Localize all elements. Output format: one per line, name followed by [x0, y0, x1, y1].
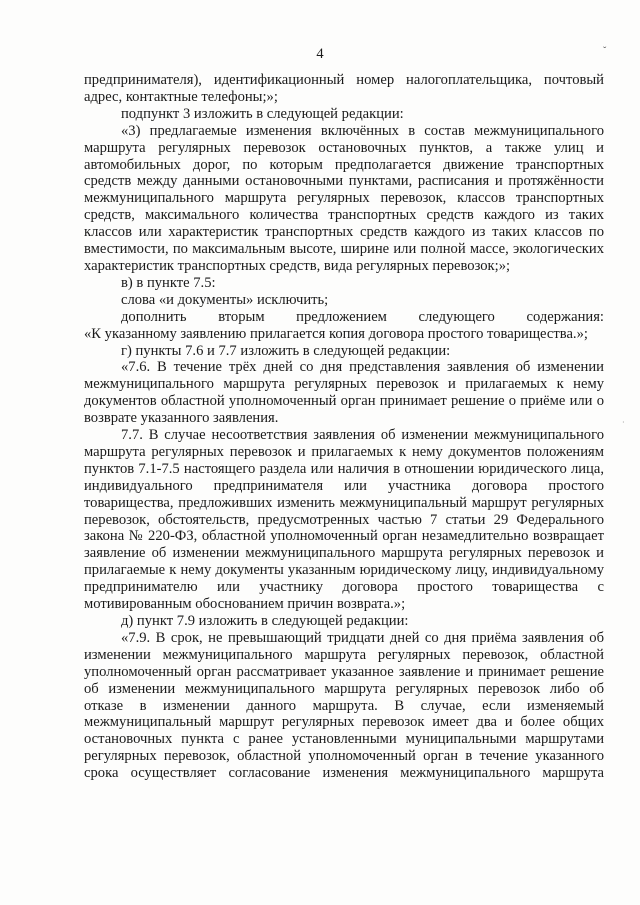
- paragraph: предпринимателя), идентификационный номер налогоплательщика, почтовый адрес, контактные телефоны;»;: [84, 72, 604, 105]
- paragraph: «7.6. В течение трёх дней со дня представления заявления об изменении межмуниципального маршрута регулярных перевозок и прилагаемых к нему документов областной уполномоченный орган принимает решение о приёме или о возврате указанного заявления.: [84, 359, 604, 427]
- paragraph: 7.7. В случае несоответствия заявления об изменении межмуниципального маршрута регулярных перевозок и прилагаемых к нему документов положениям пунктов 7.1-7.5 настоящего раздела или наличия в отношении юридического лица, индивидуального предпринимателя или участника договора простого товарищества, предложивших изменить межмуниципальный маршрут регулярных перевозок, обстоятельств, предусмотренных частью 7 статьи 29 Федерального закона № 220-ФЗ, областной уполномоченный орган незамедлительно возвращает заявление об изменении межмуниципального маршрута регулярных перевозок и прилагаемые к нему документы указанным юридическому лицу, индивидуальному предпринимателю или участнику договора простого товарищества с мотивированным обоснованием причин возврата.»;: [84, 427, 604, 613]
- document-body: [84, 72, 604, 782]
- scan-artifact: ˇ: [603, 46, 607, 57]
- paragraph: в) в пункте 7.5:: [121, 274, 216, 291]
- paragraph: дополнить вторым предложением следующего содержания:: [121, 308, 604, 325]
- paragraph: «7.9. В срок, не превышающий тридцати дней со дня приёма заявления об изменении межмуниципального маршрута регулярных перевозок, областной уполномоченный орган рассматривает указанное заявление и принимает решение об изменении межмуниципального маршрута регулярных перевозок либо об отказе в изменении данного маршрута. В случае, если изменяемый межмуниципальный маршрут регулярных перевозок имеет два и более общих остановочных пункта с ранее установленными муниципальными маршрутами регулярных перевозок, областной уполномоченный орган в течение указанного срока осуществляет согласование изменения межмуниципального маршрута: [84, 629, 604, 782]
- paragraph: «3) предлагаемые изменения включённых в состав межмуниципального маршрута регулярных перевозок остановочных пунктов, а также улиц и автомобильных дорог, по которым предполагается движение транспортных средств между данными остановочными пунктами, расписания и протяжённости межмуниципального маршрута регулярных перевозок, классов транспортных средств, максимального количества транспортных средств каждого из таких классов или характеристик транспортных средств каждого из таких классов по вместимости, по максимальным высоте, ширине или полной массе, экологических характеристик транспортных средств, вида регулярных перевозок;»;: [84, 122, 604, 274]
- paragraph: г) пункты 7.6 и 7.7 изложить в следующей редакции:: [121, 342, 451, 359]
- scan-artifact: ·: [622, 418, 625, 427]
- paragraph: слова «и документы» исключить;: [121, 291, 329, 308]
- page-number: 4: [316, 46, 324, 62]
- paragraph: д) пункт 7.9 изложить в следующей редакции:: [121, 613, 409, 629]
- paragraph: подпункт 3 изложить в следующей редакции:: [121, 105, 404, 122]
- paragraph: «К указанному заявлению прилагается копия договора простого товарищества.»;: [84, 325, 588, 342]
